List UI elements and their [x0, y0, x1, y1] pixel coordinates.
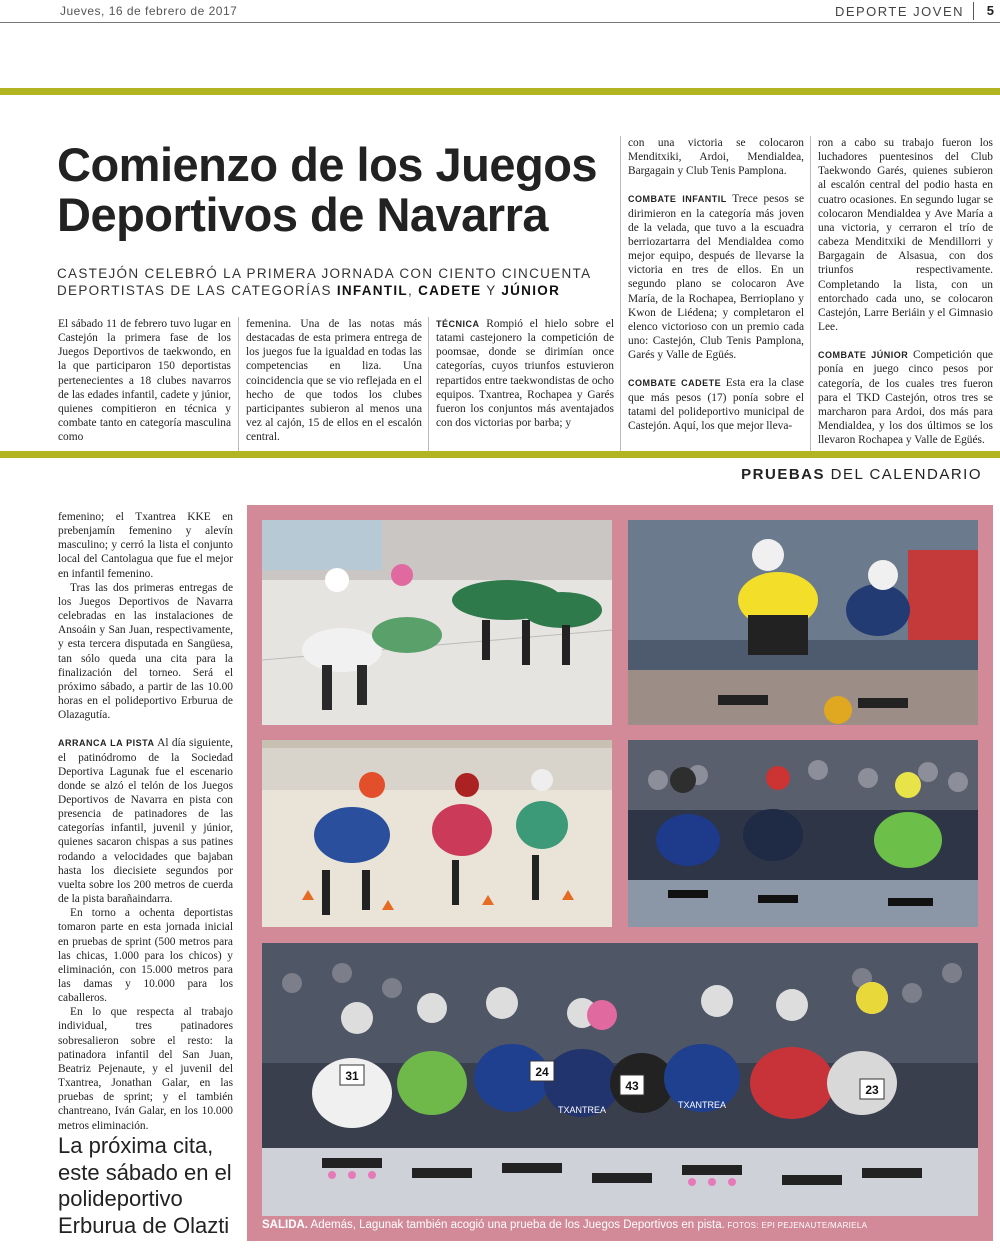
race-bib-3: 43 [625, 1079, 639, 1093]
section-heading: PRUEBAS DEL CALENDARIO [741, 466, 982, 483]
race-bib-1: 31 [345, 1069, 359, 1083]
photo-credit: FOTOS: EPI PEJENAUTE/MARIELA [724, 1221, 868, 1230]
accent-bar-top [0, 88, 1000, 95]
column-rule [620, 136, 621, 456]
column-rule [428, 317, 429, 455]
jersey-text-1: TXANTREA [557, 1105, 607, 1115]
article-column-1: El sábado 11 de febrero tuvo lugar en Castejón la primera fase de los Juegos Deportivos de taekwondo, en la que participaron 150 deportistas pertenecientes a 18 clubes navarros de las edades infantil, cadete y júnior, quienes compitieron en técnica y combate tanto en categoría masculina como [58, 318, 231, 444]
photo-skaters-track-cones [262, 740, 612, 927]
article-column-2: femenina. Una de las notas más destacadas de esta primera entrega de los juegos fue la igualdad en todas las competencias en liza. Una coincidencia que se vio reflejada en el hecho de que todos los clubes participantes subieron al menos una vez al cajón, 15 de ellos en el escalón central. [246, 318, 422, 444]
race-bib-4: 23 [865, 1083, 879, 1097]
header-divider [973, 2, 974, 20]
article-column-5: ron a cabo su trabajo fueron los luchadores puentesinos del Club Taekwondo Garés, quienes subieron al escalón central del podio hasta en cuatro ocasiones. En segundo lugar se colocaron Mendialdea y Ave María a una victoria, y cerraron el trío de cabeza Menditxiki de Mendillorri y Bargagain de Alsasua, con dos triunfos respectivamente. Completando la lista, con un entorchado cada uno, se colocaron Castejón, Larre Beriáin y el Gimnasio Lee. COMBATE JÚNIOR Competición que ponía en juego cinco pesos por categoría, de los cuales tres fueron para el TKD Castejón, otros tres se marcharon para Ardoi, dos más para Mendialdea, y los dos últimos se los llevaron Rochapea y Valle de Egüés. [818, 137, 993, 447]
article-headline: Comienzo de los Juegos Deportivos de Navarra [57, 138, 598, 241]
section-name: DEPORTE JOVEN [834, 4, 964, 19]
photo-race-start [262, 943, 978, 1216]
article-column-4: con una victoria se colocaron Menditxiki, Ardoi, Mendialdea, Bargagain y Club Tenis Pamplona. COMBATE INFANTIL Trece pesos se dirimieron en la categoría más joven de la velada, que tuvo a la escuadra berriozartarra del Mendialdea como mejor equipo, después de llevarse la victoria en tres de ellos. En un segundo plano se colocaron Ave María, de la Rochapea, Berrioplano y Kwon de Liédena; y completaron el elenco victorioso con un premio cada uno: Castejón, Club Tenis Pamplona, Garés y Valle de Egüés. COMBATE CADETE Esta era la clase que más pesos (17) ponía sobre el tatami del polideportivo municipal de Castejón. Aquí, los que mejor lleva- [628, 137, 805, 432]
issue-date: Jueves, 16 de febrero de 2017 [60, 4, 238, 18]
accent-bar-middle [0, 451, 1000, 458]
column-rule [810, 136, 811, 456]
photo-skaters-crouching [262, 520, 612, 725]
photo-skaters-crowd [628, 740, 978, 927]
jersey-text-2: TXANTREA [677, 1100, 727, 1110]
pull-quote: La próxima cita, este sábado en el polideportivo Erburua de Olazti [58, 1133, 232, 1238]
header-rule [0, 22, 1000, 23]
article-subhead: CASTEJÓN CELEBRÓ LA PRIMERA JORNADA CON CIENTO CINCUENTA DEPORTISTAS DE LAS CATEGORÍAS INFANTIL, CADETE Y JÚNIOR [57, 266, 591, 298]
photo-caption: SALIDA. Además, Lagunak también acogió una prueba de los Juegos Deportivos en pista. FOTOS: EPI PEJENAUTE/MARIELA [262, 1219, 868, 1231]
article-2-column: femenino; el Txantrea KKE en prebenjamín femenino y alevín masculino; y cerró la lista el conjunto local del Cantolagua que fue el mejor en infantil femenino. Tras las dos primeras entregas de los Juegos Deportivos de Navarra celebradas en las instalaciones de Ansoáin y San Juan, respectivamente, y esta tercera disputada en Sangüesa, tan sólo queda una cita para la finalización del torneo. Será el próximo sábado, a partir de las 10.00 horas en el polideportivo Erburua de Olazagutía. ARRANCA LA PISTA Al día siguiente, el patinódromo de la Sociedad Deportiva Lagunak fue el escenario donde se alzó el telón de los Juegos Deportivos de Navarra en pista con presencia de patinadores de las categorías infantil, juvenil y júnior, quienes sacaron chispas a sus patines rodando a velocidades que bajaban hasta los diecisiete segundos por vuelta sobre los 200 metros de cuerda de la pista barañaindarra. En torno a ochenta deportistas tomaron parte en esta jornada inicial en pruebas de sprint (500 metros para las chicas, 1.000 para los chicos) y eliminación, con 15.000 metros para las damas y 10.000 para los caballeros. En lo que respecta al trabajo individual, tres patinadores sobresalieron sobre el resto: la patinadora infantil del San Juan, Beatriz Pejenaute, y el juvenil del Txantrea, Jonathan Galar, en las pruebas de sprint; y el también chantreano, Iván Galar, en los 10.000 metros eliminación. [58, 511, 233, 1132]
race-bib-2: 24 [535, 1065, 549, 1079]
page-number: 5 [986, 3, 994, 18]
photo-skaters-racing-yellow [628, 520, 978, 725]
article-column-3: TÉCNICA Rompió el hielo sobre el tatami castejonero la competición de poomsae, donde se dirimían once categorías, cuyos triunfos estuvieron repartidos entre taekwondistas de ocho equipos. Txantrea, Rochapea y Garés fueron los conjuntos más aventajados con dos victorias por barba; y [436, 318, 614, 430]
column-rule [238, 317, 239, 455]
